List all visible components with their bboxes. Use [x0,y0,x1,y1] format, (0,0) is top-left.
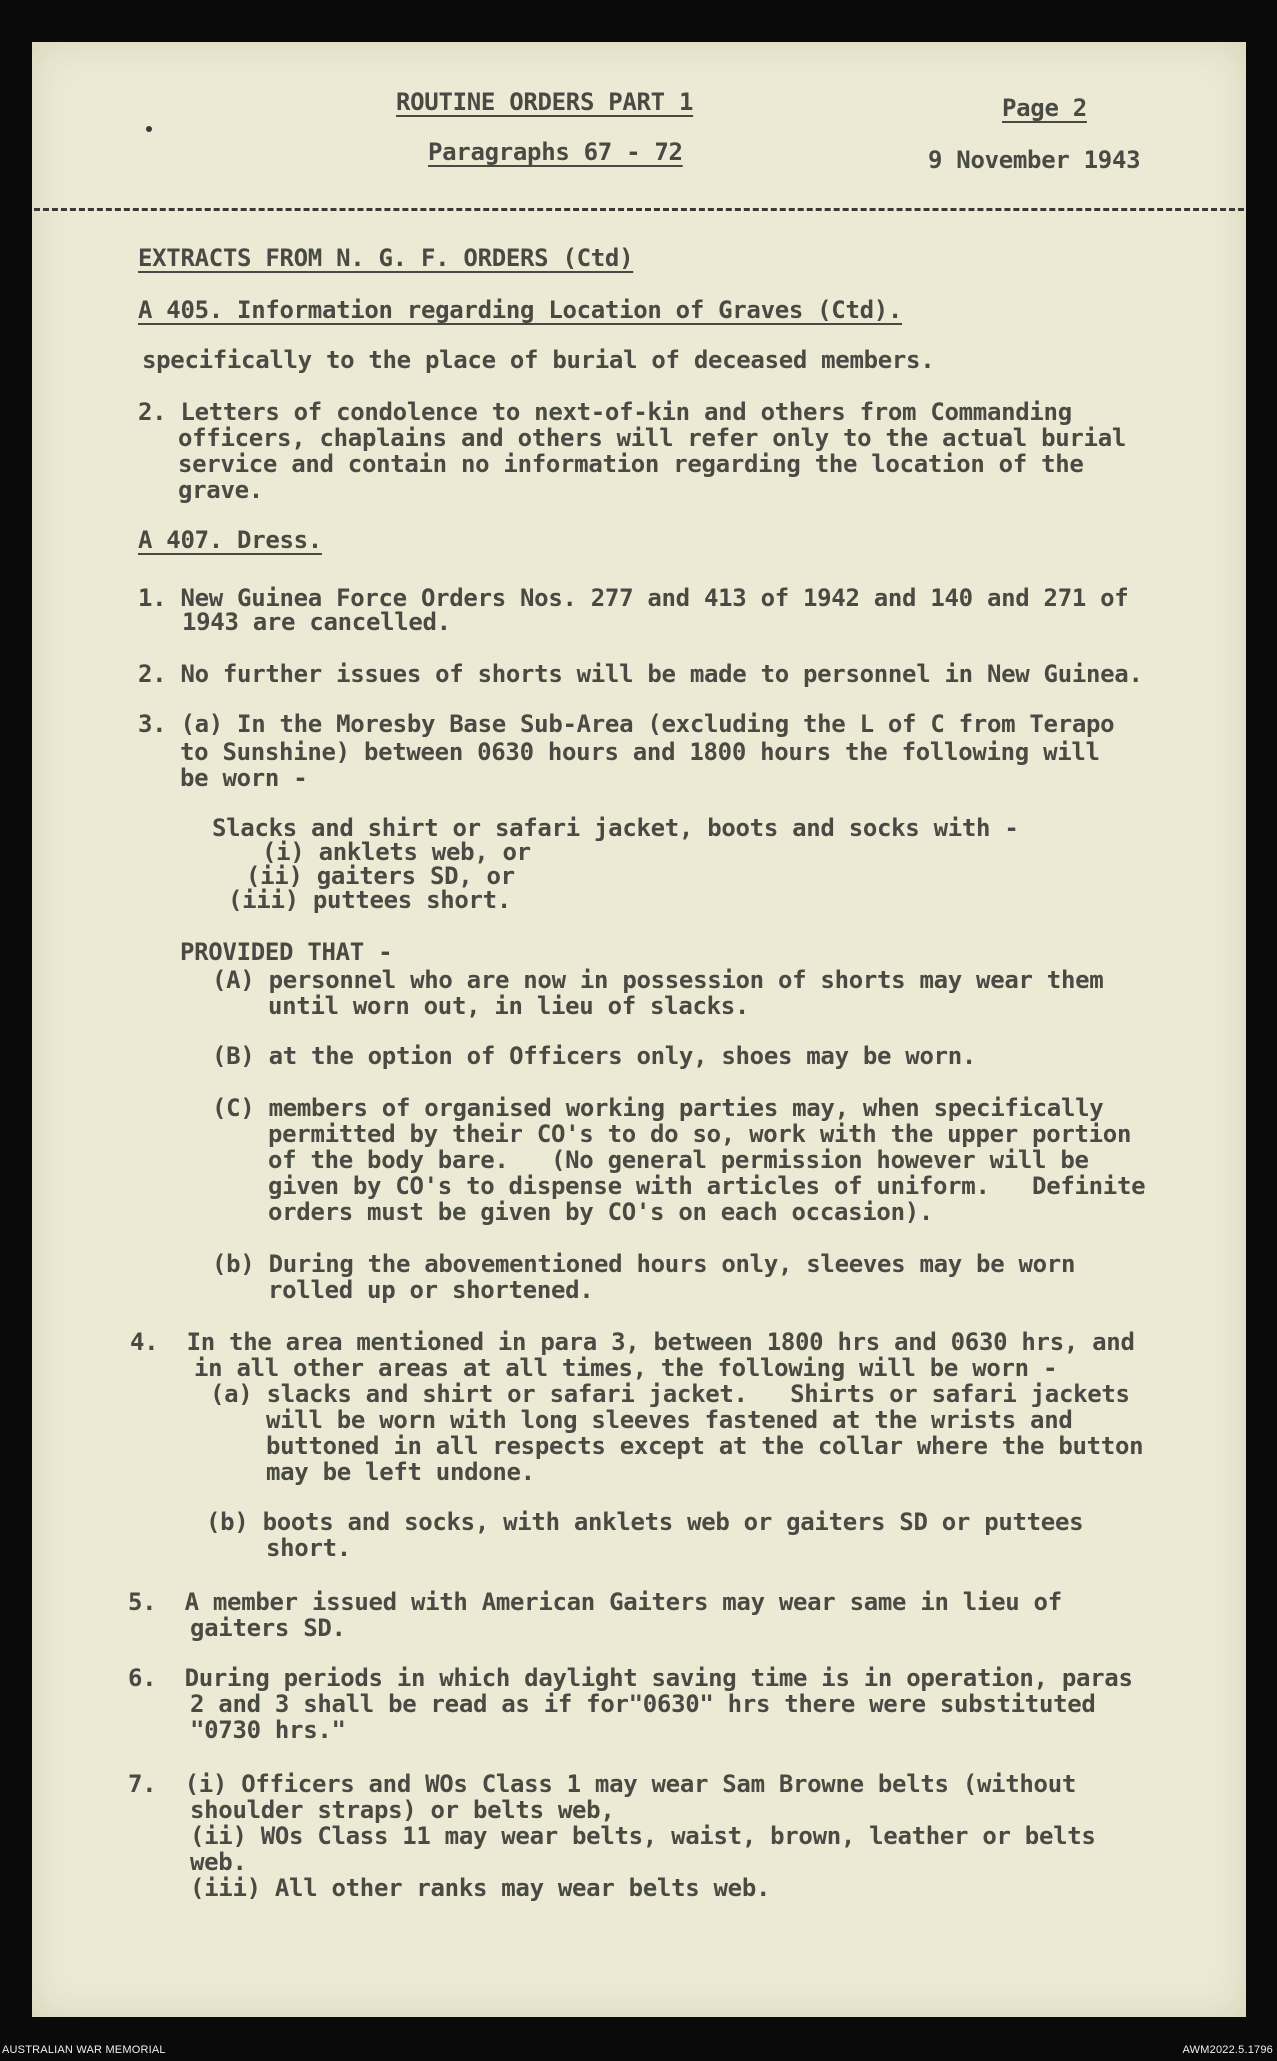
p3b-line2: rolled up or shortened. [268,1276,594,1304]
p3b-line1: (b) During the abovementioned hours only, sleeves may be worn [212,1250,1076,1278]
a405-heading: A 405. Information regarding Location of Graves (Ctd). [138,296,903,324]
archive-reference: AWM2022.5.1796 [1182,2044,1273,2056]
p7-line5: (iii) All other ranks may wear belts web. [190,1874,771,1902]
a405-para2-line1: 2. Letters of condolence to next-of-kin and others from Commanding [138,398,1072,426]
p3a-line3: be worn - [180,764,308,792]
pC-line2: permitted by their CO's to do so, work with the upper portion [268,1120,1132,1148]
p3a-line2: to Sunshine) between 0630 hours and 1800 hours the following will [180,738,1100,766]
pC-line4: given by CO's to dispense with articles of uniform. Definite [268,1172,1146,1200]
a405-para2-line3: service and contain no information regarding the location of the [178,450,1084,478]
p4b-line1: (b) boots and socks, with anklets web or gaiters SD or puttees [206,1508,1084,1536]
p4-line6: may be left undone. [266,1458,535,1486]
p2-line: 2. No further issues of shorts will be made to personnel in New Guinea. [138,660,1143,688]
a405-para2-line2: officers, chaplains and others will refer only to the actual burial [178,424,1126,452]
p4-line4: will be worn with long sleeves fastened at the wrists and [266,1406,1073,1434]
document-title: ROUTINE ORDERS PART 1 [396,88,694,116]
pA-line1: (A) personnel who are now in possession of shorts may wear them [212,966,1104,994]
a407-heading: A 407. Dress. [138,526,322,554]
pC-line1: (C) members of organised working parties may, when specifically [212,1094,1104,1122]
p4b-line2: short. [266,1534,351,1562]
paragraph-range: Paragraphs 67 - 72 [428,138,683,166]
p3-item-ii: (ii) gaiters SD, or [246,862,515,890]
p4-line5: buttoned in all respects except at the collar where the button [266,1432,1144,1460]
p3-item-i: (i) anklets web, or [262,838,531,866]
section-title: EXTRACTS FROM N. G. F. ORDERS (Ctd) [138,244,634,272]
document-date: 9 November 1943 [928,146,1141,174]
pB-line: (B) at the option of Officers only, shoes may be worn. [212,1042,977,1070]
p1-line2: 1943 are cancelled. [182,608,451,636]
punch-mark [146,126,152,132]
p4-line1: 4. In the area mentioned in para 3, between 1800 hrs and 0630 hrs, and [130,1328,1135,1356]
a405-continuation: specifically to the place of burial of deceased members. [142,346,935,374]
page-number: Page 2 [1002,94,1087,122]
p7-line3: (ii) WOs Class 11 may wear belts, waist, brown, leather or belts [190,1822,1096,1850]
pC-line5: orders must be given by CO's on each occasion). [268,1198,934,1226]
p5-line2: gaiters SD. [190,1614,346,1642]
header-divider [34,208,1244,211]
p6-line2: 2 and 3 shall be read as if for"0630" hrs there were substituted [190,1690,1096,1718]
provided-that: PROVIDED THAT - [180,938,393,966]
p4-line2: in all other areas at all times, the following will be worn - [194,1354,1058,1382]
p7-line2: shoulder straps) or belts web, [190,1796,615,1824]
archive-credit: AUSTRALIAN WAR MEMORIAL [2,2044,166,2056]
p3a-line1: 3. (a) In the Moresby Base Sub-Area (excluding the L of C from Terapo [138,710,1115,738]
pA-line2: until worn out, in lieu of slacks. [268,992,750,1020]
p6-line3: "0730 hrs." [190,1716,346,1744]
a405-para2-line4: grave. [178,476,263,504]
pC-line3: of the body bare. (No general permission however will be [268,1146,1089,1174]
p1-line1: 1. New Guinea Force Orders Nos. 277 and 413 of 1942 and 140 and 271 of [138,584,1129,612]
p5-line1: 5. A member issued with American Gaiters may wear same in lieu of [128,1588,1062,1616]
p3-item-iii: (iii) puttees short. [228,886,511,914]
p3-item-main: Slacks and shirt or safari jacket, boots and socks with - [212,814,1019,842]
p7-line1: 7. (i) Officers and WOs Class 1 may wear Sam Browne belts (without [128,1770,1076,1798]
p6-line1: 6. During periods in which daylight saving time is in operation, paras [128,1664,1133,1692]
p4-line3: (a) slacks and shirt or safari jacket. Shirts or safari jackets [210,1380,1130,1408]
p7-line4: web. [190,1848,247,1876]
